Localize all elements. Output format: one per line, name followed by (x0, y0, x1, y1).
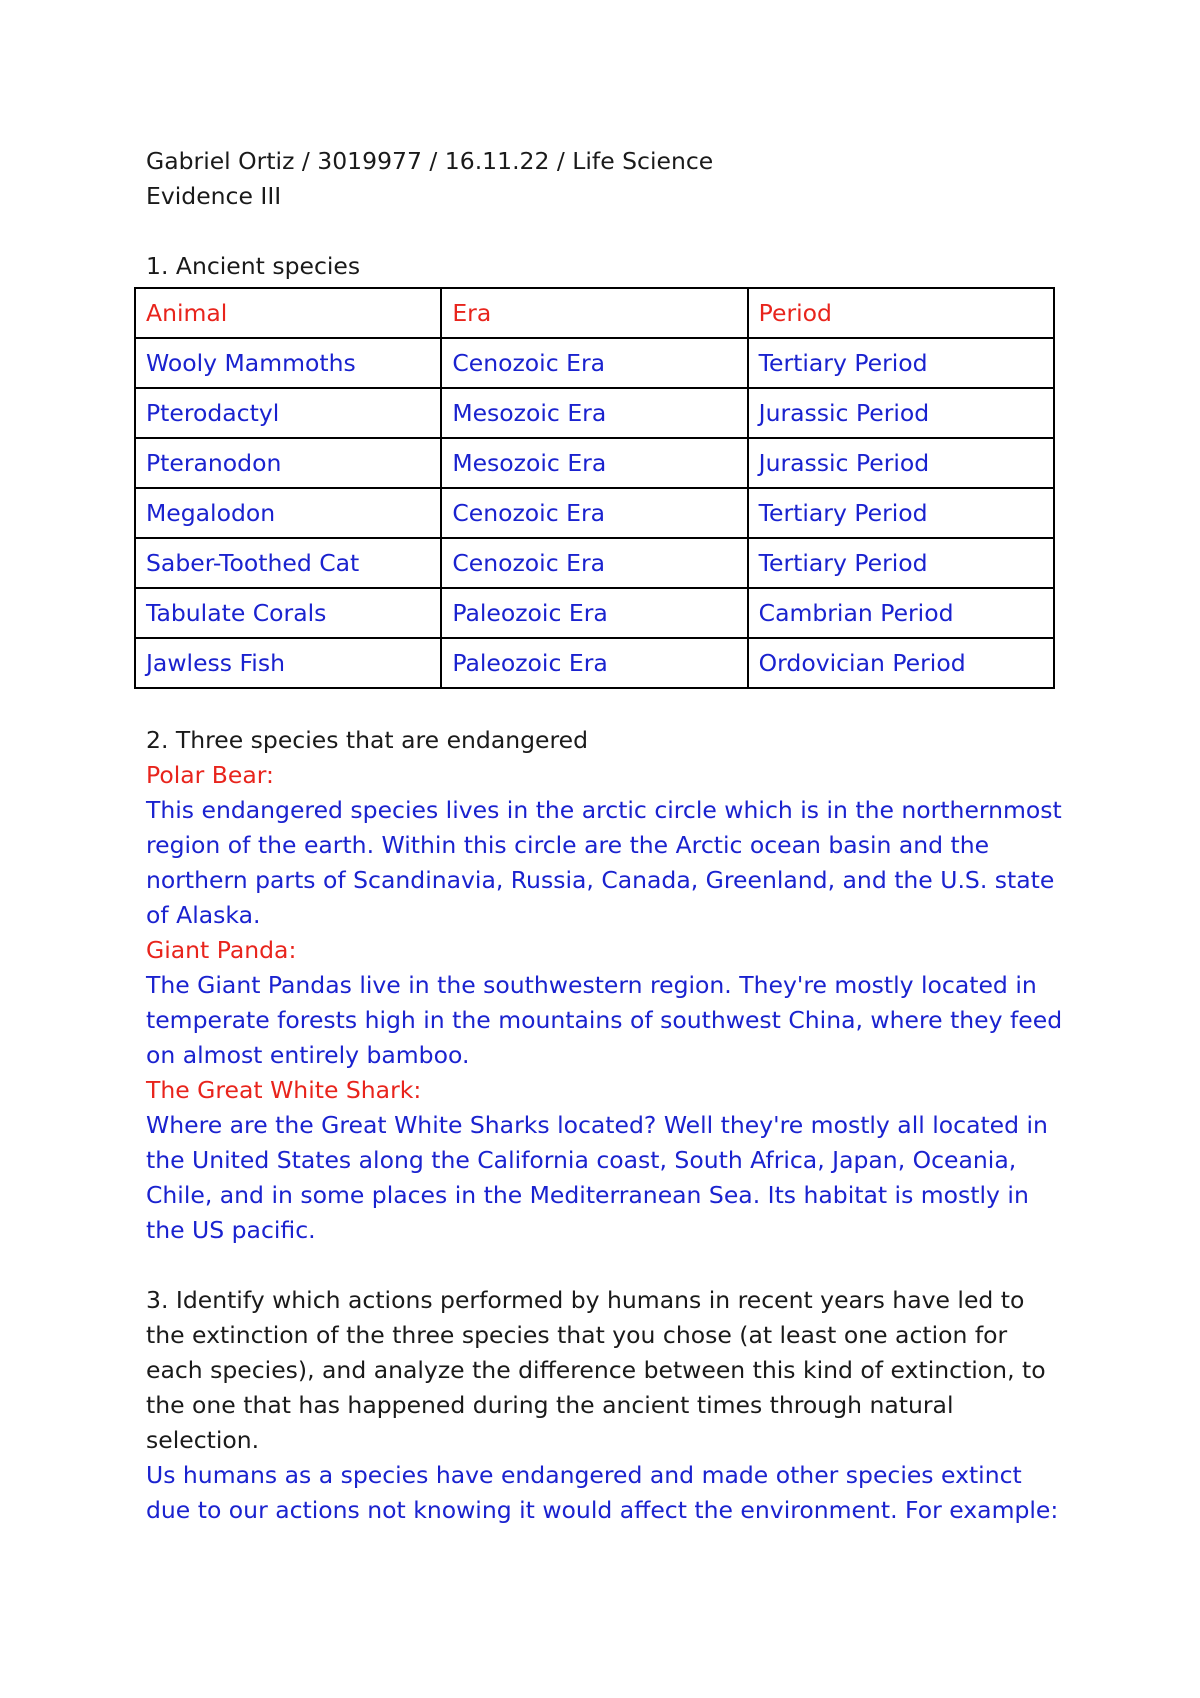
species-description-line: This endangered species lives in the arctic circle which is in the northernmost (146, 796, 1062, 824)
species-description-line: temperate forests high in the mountains of southwest China, where they feed (146, 1006, 1063, 1034)
table-cell: Mesozoic Era (441, 438, 747, 488)
table-row (135, 388, 1054, 438)
section3-question-line: the one that has happened during the ancient times through natural (146, 1391, 954, 1419)
table-cell: Megalodon (135, 488, 441, 538)
table-cell: Cenozoic Era (441, 488, 747, 538)
table-cell: Paleozoic Era (441, 588, 747, 638)
species-description-line: on almost entirely bamboo. (146, 1041, 470, 1069)
table-row (135, 588, 1054, 638)
table-header-row (135, 288, 1054, 338)
species-description-line: Chile, and in some places in the Mediterranean Sea. Its habitat is mostly in (146, 1181, 1029, 1209)
table-cell: Cenozoic Era (441, 338, 747, 388)
table-cell: Tertiary Period (748, 538, 1054, 588)
table-cell: Pterodactyl (135, 388, 441, 438)
table-row (135, 538, 1054, 588)
section3 (146, 1283, 1066, 1528)
table-cell: Jawless Fish (135, 638, 441, 688)
table-cell: Tertiary Period (748, 488, 1054, 538)
table-cell: Jurassic Period (748, 388, 1054, 438)
section3-question-line: the extinction of the three species that you chose (at least one action for (146, 1321, 1008, 1349)
section1-title: 1. Ancient species (146, 252, 361, 280)
species-description-line: northern parts of Scandinavia, Russia, Canada, Greenland, and the U.S. state (146, 866, 1055, 894)
species-name-great-white-shark: The Great White Shark: (146, 1076, 422, 1104)
table-row (135, 438, 1054, 488)
table-cell: Wooly Mammoths (135, 338, 441, 388)
table-header-cell: Period (748, 288, 1054, 338)
section2-title: 2. Three species that are endangered (146, 726, 589, 754)
header-title: Evidence III (146, 182, 282, 210)
table-cell: Jurassic Period (748, 438, 1054, 488)
table-header-cell: Animal (135, 288, 441, 338)
table-row (135, 488, 1054, 538)
table-cell: Pteranodon (135, 438, 441, 488)
species-description-line: The Giant Pandas live in the southwestern region. They're mostly located in (146, 971, 1037, 999)
section3-question-line: each species), and analyze the difference between this kind of extinction, to (146, 1356, 1046, 1384)
table-row (135, 338, 1054, 388)
document-page (146, 144, 1066, 1528)
section3-question-line: selection. (146, 1426, 260, 1454)
section2 (146, 723, 1066, 1248)
table-cell: Cambrian Period (748, 588, 1054, 638)
species-description-line: region of the earth. Within this circle are the Arctic ocean basin and the (146, 831, 990, 859)
ancient-species-table (134, 287, 1055, 689)
table-cell: Tertiary Period (748, 338, 1054, 388)
species-description-line: Where are the Great White Sharks located? Well they're mostly all located in (146, 1111, 1048, 1139)
table-cell: Cenozoic Era (441, 538, 747, 588)
section3-answer-line: due to our actions not knowing it would affect the environment. For example: (146, 1496, 1059, 1524)
table-cell: Saber-Toothed Cat (135, 538, 441, 588)
section3-answer-line: Us humans as a species have endangered and made other species extinct (146, 1461, 1022, 1489)
species-name-polar-bear: Polar Bear: (146, 761, 274, 789)
species-description-line: the US pacific. (146, 1216, 316, 1244)
section3-question-line: 3. Identify which actions performed by humans in recent years have led to (146, 1286, 1025, 1314)
table-cell: Mesozoic Era (441, 388, 747, 438)
table-cell: Tabulate Corals (135, 588, 441, 638)
species-name-giant-panda: Giant Panda: (146, 936, 297, 964)
table-cell: Ordovician Period (748, 638, 1054, 688)
species-description-line: of Alaska. (146, 901, 261, 929)
table-header-cell: Era (441, 288, 747, 338)
species-description-line: the United States along the California coast, South Africa, Japan, Oceania, (146, 1146, 1017, 1174)
table-cell: Paleozoic Era (441, 638, 747, 688)
table-row (135, 638, 1054, 688)
header-info: Gabriel Ortiz / 3019977 / 16.11.22 / Life Science (146, 147, 714, 175)
